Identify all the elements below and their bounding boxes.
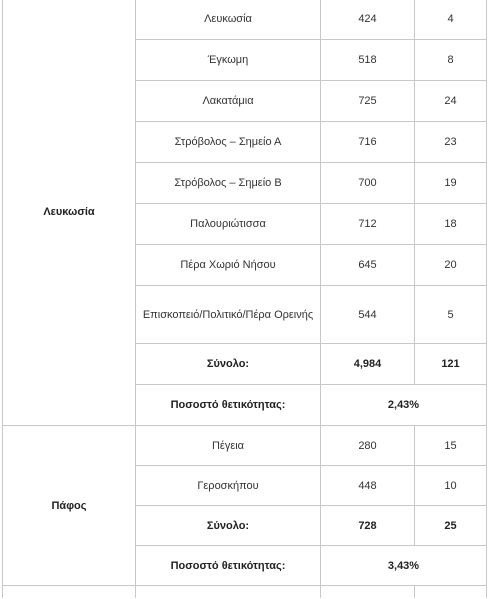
total-positives: 25 [415, 506, 487, 546]
total-positives: 121 [415, 344, 487, 385]
total-tests: 728 [321, 506, 415, 546]
table-row [3, 0, 487, 40]
area-cell: Παλουριώτισσα [136, 204, 321, 245]
positives-cell: 23 [415, 122, 487, 163]
area-cell: Γεροσκήπου [136, 466, 321, 506]
tests-cell [321, 586, 415, 599]
positives-cell: 5 [415, 286, 487, 344]
area-cell: Στρόβολος – Σημείο Β [136, 163, 321, 204]
tests-cell: 712 [321, 204, 415, 245]
rate-value: 3,43% [321, 546, 487, 586]
tests-cell: 424 [321, 0, 415, 40]
rate-label: Ποσοστό θετικότητας: [136, 385, 321, 426]
positives-cell: 15 [415, 426, 487, 466]
total-label: Σύνολο: [136, 344, 321, 385]
positives-cell: 8 [415, 40, 487, 81]
area-cell: Λευκωσία [136, 0, 321, 40]
tests-cell: 725 [321, 81, 415, 122]
area-cell [136, 586, 321, 599]
positives-cell: 19 [415, 163, 487, 204]
area-cell: Στρόβολος – Σημείο Α [136, 122, 321, 163]
positives-cell: 4 [415, 0, 487, 40]
results-table [2, 0, 487, 598]
tests-cell: 280 [321, 426, 415, 466]
total-tests: 4,984 [321, 344, 415, 385]
tests-cell: 518 [321, 40, 415, 81]
table-row [3, 586, 487, 599]
total-label: Σύνολο: [136, 506, 321, 546]
district-name-cell: Λευκωσία [3, 0, 136, 426]
tests-cell: 448 [321, 466, 415, 506]
tests-cell: 700 [321, 163, 415, 204]
area-cell: Πέγεια [136, 426, 321, 466]
area-cell: Πέρα Χωριό Νήσου [136, 245, 321, 286]
positives-cell [415, 586, 487, 599]
area-cell: Έγκωμη [136, 40, 321, 81]
positives-cell: 10 [415, 466, 487, 506]
positives-cell: 24 [415, 81, 487, 122]
tests-cell: 544 [321, 286, 415, 344]
rate-value: 2,43% [321, 385, 487, 426]
district-name-cell: Πάφος [3, 426, 136, 586]
table-row [3, 426, 487, 466]
district-name-cell [3, 586, 136, 599]
area-cell: Επισκοπειό/Πολιτικό/Πέρα Ορεινής [136, 286, 321, 344]
tests-cell: 645 [321, 245, 415, 286]
tests-cell: 716 [321, 122, 415, 163]
area-cell: Λακατάμια [136, 81, 321, 122]
positives-cell: 20 [415, 245, 487, 286]
positives-cell: 18 [415, 204, 487, 245]
rate-label: Ποσοστό θετικότητας: [136, 546, 321, 586]
